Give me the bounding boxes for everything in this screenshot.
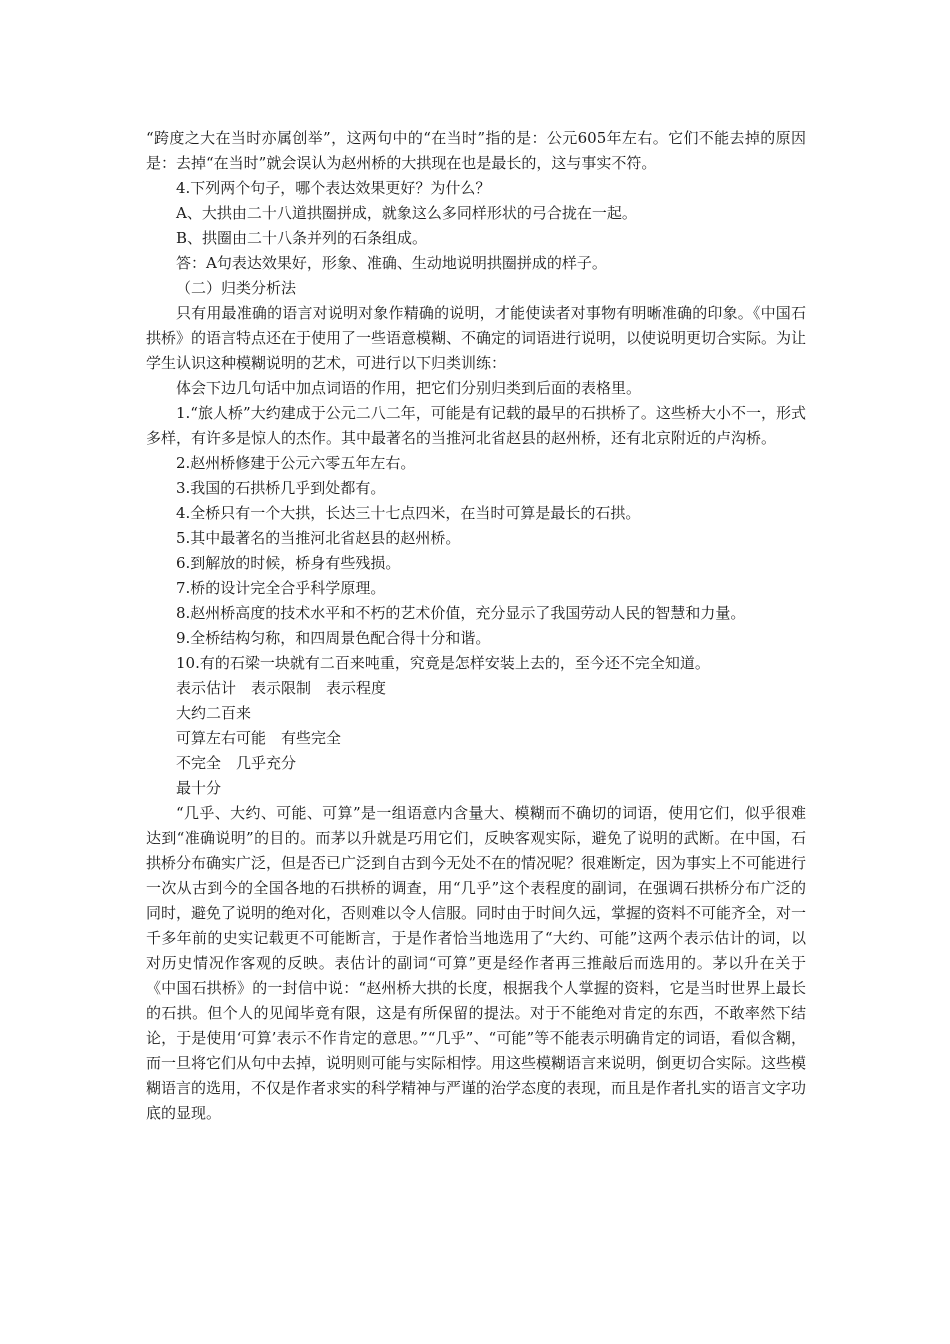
paragraph: “跨度之大在当时亦属创举”，这两句中的“在当时”指的是：公元605年左右。它们不能去掉的原因是：去掉“在当时”就会误认为赵州桥的大拱现在也是最长的，这与事实不符。 — [146, 129, 806, 172]
list-item: 3.我国的石拱桥几乎到处都有。 — [176, 479, 386, 497]
paragraph: 答：A句表达效果好，形象、准确、生动地说明拱圈拼成的样子。 — [176, 254, 607, 272]
list-item: 4.全桥只有一个大拱，长达三十七点四米，在当时可算是最长的石拱。 — [176, 504, 641, 522]
document-body — [146, 126, 806, 1126]
list-item: 8.赵州桥高度的技术水平和不朽的艺术价值，充分显示了我国劳动人民的智慧和力量。 — [176, 604, 746, 622]
table-row: 不完全 几乎充分 — [176, 754, 297, 772]
list-item: 7.桥的设计完全合乎科学原理。 — [176, 579, 386, 597]
list-item: 2.赵州桥修建于公元六零五年左右。 — [176, 454, 416, 472]
paragraph: A、大拱由二十八道拱圈拼成，就象这么多同样形状的弓合拢在一起。 — [176, 204, 637, 222]
list-item: 5.其中最著名的当推河北省赵县的赵州桥。 — [176, 529, 461, 547]
table-header-row: 表示估计 表示限制 表示程度 — [176, 679, 387, 697]
table-row: 大约二百来 — [176, 704, 252, 722]
paragraph: 4.下列两个句子，哪个表达效果更好？为什么？ — [176, 179, 491, 197]
paragraph: 只有用最准确的语言对说明对象作精确的说明，才能使读者对事物有明晰准确的印象。《中国石拱桥》的语言特点还在于使用了一些语意模糊、不确定的词语进行说明，以使说明更切合实际。为让学生认识这种模糊说明的艺术，可进行以下归类训练： — [146, 304, 807, 372]
list-item: 9.全桥结构匀称，和四周景色配合得十分和谐。 — [176, 629, 491, 647]
table-row: 最十分 — [176, 779, 222, 797]
list-item: 6.到解放的时候，桥身有些残损。 — [176, 554, 401, 572]
paragraph: B、拱圈由二十八条并列的石条组成。 — [176, 229, 428, 247]
paragraph: 体会下边几句话中加点词语的作用，把它们分别归类到后面的表格里。 — [176, 379, 642, 397]
list-item: 1.“旅人桥”大约建成于公元二八二年，可能是有记载的最早的石拱桥了。这些桥大小不一，形式多样，有许多是惊人的杰作。其中最著名的当推河北省赵县的赵州桥，还有北京附近的卢沟桥。 — [146, 404, 806, 447]
paragraph: “几乎、大约、可能、可算”是一组语意内含量大、模糊而不确切的词语，使用它们，似乎很难达到“准确说明”的目的。而茅以升就是巧用它们，反映客观实际，避免了说明的武断。在中国，石拱桥分布确实广泛，但是否已广泛到自古到今无处不在的情况呢？很难断定，因为事实上不可能进行一次从古到今的全国各地的石拱桥的调查，用“几乎”这个表程度的副词，在强调石拱桥分布广泛的同时，避免了说明的绝对化，否则难以令人信服。同时由于时间久远，掌握的资料不可能齐全，对一千多年前的史实记载更不可能断言，于是作者恰当地选用了“大约、可能”这两个表示估计的词，以对历史情况作客观的反映。表估计的副词“可算”更是经作者再三推敲后而选用的。茅以升在关于《中国石拱桥》的一封信中说：“赵州桥大拱的长度，根据我个人掌握的资料，它是当时世界上最长的石拱。但个人的见闻毕竟有限，这是有所保留的提法。对于不能绝对肯定的东西，不敢率然下结论，于是使用‘可算’表示不作肯定的意思。”“几乎”、“可能”等不能表示明确肯定的词语，看似含糊，而一旦将它们从句中去掉，说明则可能与实际相悖。用这些模糊语言来说明，倒更切合实际。这些模糊语言的选用，不仅是作者求实的科学精神与严谨的治学态度的表现，而且是作者扎实的语言文字功底的显现。 — [146, 804, 807, 1122]
list-item: 10.有的石梁一块就有二百来吨重，究竟是怎样安装上去的，至今还不完全知道。 — [176, 654, 710, 672]
table-row: 可算左右可能 有些完全 — [176, 729, 342, 747]
section-heading: （二）归类分析法 — [176, 279, 297, 297]
